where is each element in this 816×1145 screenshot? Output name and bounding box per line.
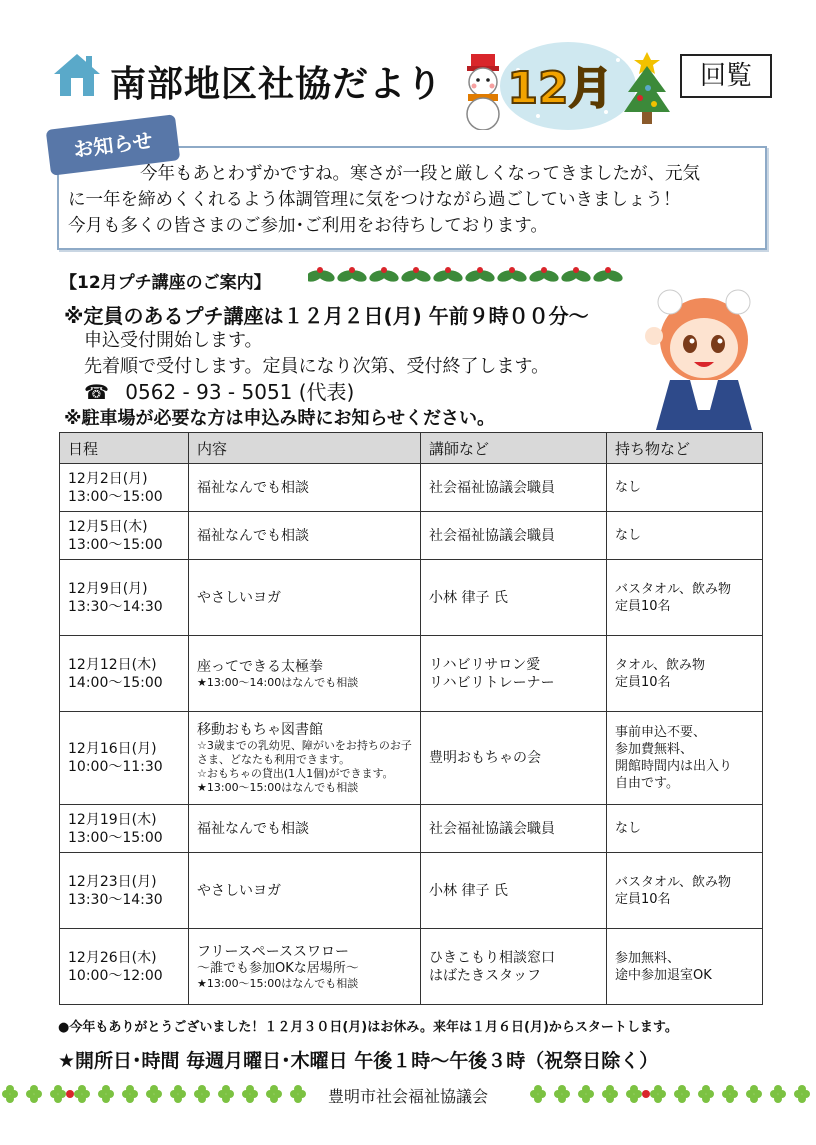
section-title: 【12月プチ講座のご案内】	[60, 273, 271, 293]
cell-instructor	[421, 636, 607, 712]
notice-line: 今年もあとわずかですね。寒さが一段と厳しくなってきましたが、元気	[140, 164, 700, 184]
cell-date	[60, 805, 189, 853]
lesson-info-line: 先着順で受付します。定員になり次第、受付終了します。	[84, 356, 550, 377]
phone-icon: ☎	[84, 380, 109, 404]
items-line: 途中参加退室OK	[615, 967, 712, 983]
cell-date	[60, 712, 189, 805]
cell-items	[607, 512, 763, 560]
date-text: 12月9日(月)	[68, 580, 148, 597]
table-row	[60, 929, 763, 1005]
content-note: ★13:00～15:00はなんでも相談	[197, 976, 359, 990]
table-row	[60, 512, 763, 560]
cell-instructor	[421, 560, 607, 636]
content-title: やさしいヨガ	[197, 589, 281, 606]
table-row	[60, 560, 763, 636]
items-line: バスタオル、飲み物	[615, 874, 731, 890]
cell-instructor	[421, 464, 607, 512]
cell-content	[189, 853, 421, 929]
instructor-line: はばたきスタッフ	[429, 967, 541, 984]
mascot-character-icon	[640, 280, 768, 430]
instructor-line: 社会福祉協議会職員	[429, 527, 555, 544]
house-icon	[52, 52, 102, 98]
table-header-row	[60, 433, 763, 464]
cell-content	[189, 805, 421, 853]
instructor-line: 豊明おもちゃの会	[429, 750, 541, 766]
content-title: やさしいヨガ	[197, 882, 281, 899]
cell-items	[607, 464, 763, 512]
instructor-line: ひきこもり相談窓口	[429, 949, 555, 966]
circulation-label: 回覧	[680, 54, 772, 98]
cell-items	[607, 805, 763, 853]
items-line: バスタオル、飲み物	[615, 581, 731, 597]
items-line: 自由です。	[615, 776, 679, 791]
items-line: 定員10名	[615, 891, 671, 907]
month-label: 12月	[507, 63, 613, 114]
date-text: 12月5日(木)	[68, 518, 148, 535]
date-text: 12月2日(月)	[68, 470, 148, 487]
date-text: 12月16日(月)	[68, 741, 157, 757]
cell-instructor	[421, 853, 607, 929]
column-header-instructor: 講師など	[421, 433, 607, 464]
table-row	[60, 712, 763, 805]
instructor-line: 小林 律子 氏	[429, 882, 508, 899]
notice-line: に一年を締めくくれるよう体調管理に気をつけながら過ごしていきましょう！	[68, 190, 681, 210]
organization-name: 豊明市社会福祉協議会	[322, 1084, 494, 1107]
cell-content	[189, 636, 421, 712]
christmas-tree-icon	[620, 48, 674, 128]
time-text: 10:00～11:30	[68, 759, 163, 775]
items-line: 定員10名	[615, 598, 671, 614]
footer-note: ●今年もありがとうございました！１２月３０日(月)はお休み。来年は１月６日(月)からスタートします。	[58, 1020, 678, 1035]
time-text: 14:00～15:00	[68, 674, 163, 691]
cell-instructor	[421, 805, 607, 853]
date-text: 12月26日(木)	[68, 949, 157, 966]
instructor-line: 社会福祉協議会職員	[429, 479, 555, 496]
time-text: 13:30～14:30	[68, 891, 163, 908]
instructor-line: 社会福祉協議会職員	[429, 820, 555, 837]
instructor-line: リハビリトレーナー	[429, 674, 555, 691]
items-line: なし	[615, 528, 642, 543]
cell-content	[189, 464, 421, 512]
items-line: 開館時間内は出入り	[615, 759, 733, 774]
items-line: なし	[615, 480, 642, 495]
phone-number: 0562 - 93 - 5051 (代表)	[125, 380, 355, 404]
table-row	[60, 853, 763, 929]
date-text: 12月12日(木)	[68, 656, 157, 673]
content-note: ☆おもちゃの貸出(1人1個)ができます。	[197, 767, 394, 780]
cell-instructor	[421, 512, 607, 560]
lesson-info-line: ※駐車場が必要な方は申込み時にお知らせください。	[64, 408, 495, 429]
cell-items	[607, 929, 763, 1005]
column-header-date: 日程	[60, 433, 189, 464]
content-title: 福祉なんでも相談	[197, 527, 309, 544]
items-line: 定員10名	[615, 674, 671, 690]
content-note: ☆3歳までの乳幼児、障がいをお持ちのお子さま、どなたも利用できます。	[197, 739, 412, 766]
items-line: なし	[615, 821, 642, 836]
lesson-info-line: ※定員のあるプチ講座は１２月２日(月) 午前９時００分～	[64, 304, 589, 328]
date-text: 12月19日(木)	[68, 811, 157, 828]
table-row	[60, 805, 763, 853]
content-title: 移動おもちゃ図書館	[197, 722, 323, 738]
table-row	[60, 636, 763, 712]
cell-items	[607, 853, 763, 929]
cell-date	[60, 853, 189, 929]
page-title: 南部地区社協だより	[110, 64, 444, 105]
cell-content	[189, 929, 421, 1005]
content-title: フリースペーススワロー	[197, 943, 350, 960]
cell-items	[607, 636, 763, 712]
content-note: ★13:00～14:00はなんでも相談	[197, 675, 359, 689]
schedule-table	[59, 432, 763, 1005]
date-text: 12月23日(月)	[68, 873, 157, 890]
time-text: 10:00～12:00	[68, 967, 163, 984]
cell-date	[60, 929, 189, 1005]
instructor-line: 小林 律子 氏	[429, 589, 508, 606]
content-note: ～誰でも参加OKな居場所～	[197, 960, 359, 976]
column-header-content: 内容	[189, 433, 421, 464]
time-text: 13:00～15:00	[68, 829, 163, 846]
cell-content	[189, 512, 421, 560]
cell-items	[607, 712, 763, 805]
cell-date	[60, 636, 189, 712]
content-title: 福祉なんでも相談	[197, 820, 309, 837]
content-note: ★13:00～15:00はなんでも相談	[197, 781, 359, 794]
instructor-line: リハビリサロン愛	[429, 656, 541, 673]
lesson-info-line: 申込受付開始します。	[84, 330, 263, 351]
time-text: 13:00～15:00	[68, 536, 163, 553]
cell-instructor	[421, 929, 607, 1005]
items-line: 参加費無料、	[615, 742, 694, 757]
items-line: 事前申込不要、	[615, 725, 707, 740]
opening-hours: ★開所日･時間 毎週月曜日･木曜日 午後１時～午後３時（祝祭日除く）	[58, 1050, 659, 1072]
notice-line: 今月も多くの皆さまのご参加･ご利用をお待ちしております。	[68, 216, 548, 236]
cell-content	[189, 560, 421, 636]
items-line: タオル、飲み物	[615, 657, 705, 673]
cell-content	[189, 712, 421, 805]
table-row	[60, 464, 763, 512]
cell-instructor	[421, 712, 607, 805]
cell-date	[60, 464, 189, 512]
cell-date	[60, 560, 189, 636]
content-title: 福祉なんでも相談	[197, 479, 309, 496]
column-header-items: 持ち物など	[607, 433, 763, 464]
content-title: 座ってできる太極拳	[197, 658, 323, 675]
cell-items	[607, 560, 763, 636]
cell-date	[60, 512, 189, 560]
items-line: 参加無料、	[615, 950, 681, 966]
phone-row	[84, 376, 354, 405]
notice-tab: お知らせ	[46, 114, 181, 176]
time-text: 13:00～15:00	[68, 488, 163, 505]
time-text: 13:30～14:30	[68, 598, 163, 615]
holly-garland-icon	[308, 262, 638, 292]
